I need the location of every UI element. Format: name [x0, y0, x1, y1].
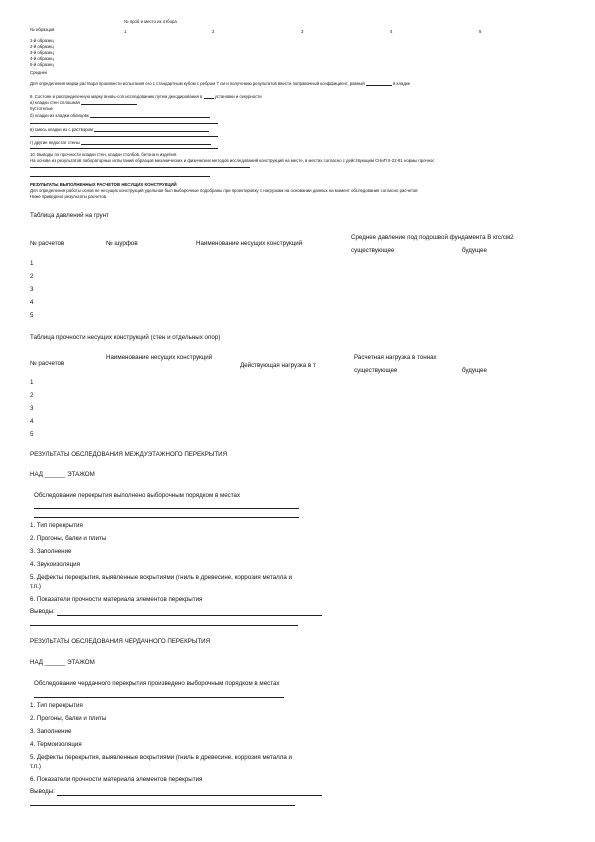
- p10-line-1: [30, 167, 250, 168]
- top-table-col-2: 2: [212, 29, 215, 34]
- floor-item-1: 1. Тип перекрытия: [30, 522, 83, 529]
- floor-conclusions-blank: [57, 610, 322, 616]
- results-line-2: Ниже приведено результаты расчетов.: [30, 194, 108, 199]
- p9-title-a: 9. Состоян и распределенную марку вновь-соп исследованию путем декодирования в: [30, 93, 203, 99]
- strength-row-2: 2: [30, 392, 34, 399]
- top-table-row-1: 1-й образец: [30, 38, 54, 43]
- strength-sub-future: будущее: [462, 367, 487, 374]
- floor-heading: РЕЗУЛЬТАТЫ ОБСЛЕДОВАНИЯ МЕЖДУЭТАЖНОГО ПЕРЕКРЫТИЯ: [30, 451, 228, 458]
- coef-paragraph: [30, 80, 410, 86]
- top-table-row-3: 3-й образец: [30, 50, 54, 55]
- attic-item-2: 2. Прогоны, балки и плиты: [30, 715, 107, 722]
- coef-text-b: в кладке: [393, 80, 411, 86]
- results-heading: РЕЗУЛЬТАТЫ ВЫПОЛНЕННЫХ РАСЧЕТОВ НЕСУЩИХ КОНСТРУКЦИЙ: [30, 182, 177, 187]
- strength-sub-existing: существующее: [354, 367, 398, 374]
- top-table-row-4: 4-й образец: [30, 56, 54, 61]
- p9-item-a2-text: пустотелые: [30, 106, 53, 111]
- floor-item-3: 3. Заполнение: [30, 548, 72, 555]
- top-table-row-5: 5-й образец: [30, 62, 54, 67]
- ground-row-1: 1: [30, 260, 34, 267]
- ground-row-2: 2: [30, 273, 34, 280]
- attic-line-2: [30, 805, 295, 806]
- attic-over-floor: НАД ______ ЭТАЖОМ: [30, 659, 95, 666]
- p9-item-v-blank: [94, 126, 209, 132]
- strength-table-title: Таблица прочности несущих конструкций (стен и отдельных опор): [30, 334, 221, 341]
- top-table-col-4: 4: [390, 29, 393, 34]
- strength-col-calc: № расчетов: [30, 360, 65, 367]
- top-table-col-3: 3: [301, 29, 304, 34]
- top-table-row-2: 2-й образец: [30, 44, 54, 49]
- attic-item-5b: т.п.): [30, 763, 41, 770]
- floor-over-floor: НАД ______ ЭТАЖОМ: [30, 471, 95, 478]
- top-table-col-5: 5: [479, 29, 482, 34]
- floor-intro: Обследование перекрытия выполнено выборочным порядком в местах: [34, 492, 241, 499]
- p9-item-a-text: а) кладки стен сплошная: [30, 99, 80, 105]
- p9-line-2: [30, 136, 218, 137]
- strength-row-4: 4: [30, 418, 34, 425]
- floor-item-2: 2. Прогоны, балки и плиты: [30, 535, 107, 542]
- strength-col-design: Расчетная нагрузка в тоннах: [354, 354, 437, 361]
- p9-item-g: [30, 139, 211, 145]
- attic-line-1: [34, 697, 284, 698]
- attic-conclusions: [30, 788, 322, 796]
- attic-conclusions-label: Выводы:: [30, 788, 55, 795]
- p9-item-a: [30, 99, 137, 105]
- p9-item-v: [30, 126, 209, 132]
- attic-item-5: 5. Дефекты перекрытия, выявленные вскрытиями (гниль в древесине, коррозия металла и: [30, 754, 292, 761]
- floor-item-5b: т.п.): [30, 583, 41, 590]
- floor-conclusions: [30, 608, 322, 616]
- ground-row-5: 5: [30, 312, 34, 319]
- strength-col-name: Наименование несущих конструкций: [106, 354, 213, 361]
- ground-col-name: Наименование несущих конструкций: [196, 240, 303, 247]
- attic-item-3: 3. Заполнение: [30, 728, 72, 735]
- top-table-average: Среднее: [30, 70, 48, 75]
- attic-item-4: 4. Термоизоляция: [30, 741, 82, 748]
- floor-item-4: 4. Звукоизоляция: [30, 561, 80, 568]
- p9-item-a2: [30, 106, 53, 111]
- strength-row-3: 3: [30, 405, 34, 412]
- p10-body: На основе из результатов лабораторных испытаний образцов механических и физических методов исследований конструкций на месте, в местах согласно с действующим СНиП II-22-81 нормы прочнос: [30, 158, 435, 163]
- p9-item-b-blank: [90, 112, 210, 118]
- ground-col-pressure: Среднее давление под подошвой фундамента В кгс/см2: [351, 234, 514, 241]
- p9-item-v-text: в) смесь кладки из с раствором: [30, 126, 93, 132]
- strength-row-1: 1: [30, 379, 34, 386]
- p9-item-b-text: б) кладки из кладки облицовк: [30, 112, 89, 118]
- p9-title-b: установки и секурности: [214, 93, 262, 99]
- p10-line-2: [30, 176, 210, 177]
- floor-line-3: [30, 625, 298, 626]
- ground-row-4: 4: [30, 299, 34, 306]
- p9-blank: [204, 93, 214, 99]
- attic-conclusions-blank: [57, 790, 322, 796]
- p9-item-g-blank: [81, 139, 211, 145]
- attic-item-1: 1. Тип перекрытия: [30, 702, 83, 709]
- attic-item-6: 6. Показатели прочности материала элементов перекрытия: [30, 776, 203, 783]
- p9-item-b: [30, 112, 210, 118]
- results-line-1: Для определения работы основ не несущих конструкций удельная был выборочные подобраны при проектировку с нагрузкам на основании данных на момент обследования согласно расчетов: [30, 188, 418, 193]
- top-table-header-place: № проб и место их отбора: [124, 19, 177, 24]
- strength-col-load: Действующая нагрузка в т: [240, 362, 316, 369]
- ground-table-title: Таблица давлений на грунт: [30, 212, 109, 219]
- ground-sub-existing: существующее: [351, 247, 395, 254]
- p9-item-g-text: г) другие недостат стены: [30, 139, 80, 145]
- floor-line-1: [34, 508, 299, 509]
- p10-title: 10. Выводы по прочности кладки стен, кладки столбов, бетона и изделия.: [30, 152, 178, 157]
- p9-line-1: [30, 123, 218, 124]
- attic-intro: Обследование чердачного перекрытия произведено выборочным порядком в местах: [34, 680, 280, 687]
- floor-item-6: 6. Показатели прочности материала элементов перекрытия: [30, 596, 203, 603]
- attic-heading: РЕЗУЛЬТАТЫ ОБСЛЕДОВАНИЯ ЧЕРДАЧНОГО ПЕРЕКРЫТИЯ: [30, 638, 211, 645]
- top-table-header-sample: № образцов: [30, 27, 55, 32]
- ground-sub-future: будущее: [462, 247, 487, 254]
- coef-blank: [366, 80, 392, 86]
- ground-col-calc: № расчетов: [30, 240, 65, 247]
- floor-conclusions-label: Выводы:: [30, 608, 55, 615]
- top-table-col-1: 1: [124, 29, 127, 34]
- floor-item-5: 5. Дефекты перекрытия, выявленные вскрытиями (гниль в древесине, коррозия металла и: [30, 574, 292, 581]
- coef-text-a: Для определения марки раствора произвести испытания его с стандартным кубом с ребром 7 см и получению результатов ввести поправочный коэффициент, равный: [30, 80, 365, 86]
- ground-row-3: 3: [30, 286, 34, 293]
- floor-line-2: [34, 517, 299, 518]
- strength-row-5: 5: [30, 431, 34, 438]
- p9-item-a-blank: [81, 99, 137, 105]
- p9-line-3: [30, 148, 218, 149]
- ground-col-stamp: № шурфов: [106, 240, 138, 247]
